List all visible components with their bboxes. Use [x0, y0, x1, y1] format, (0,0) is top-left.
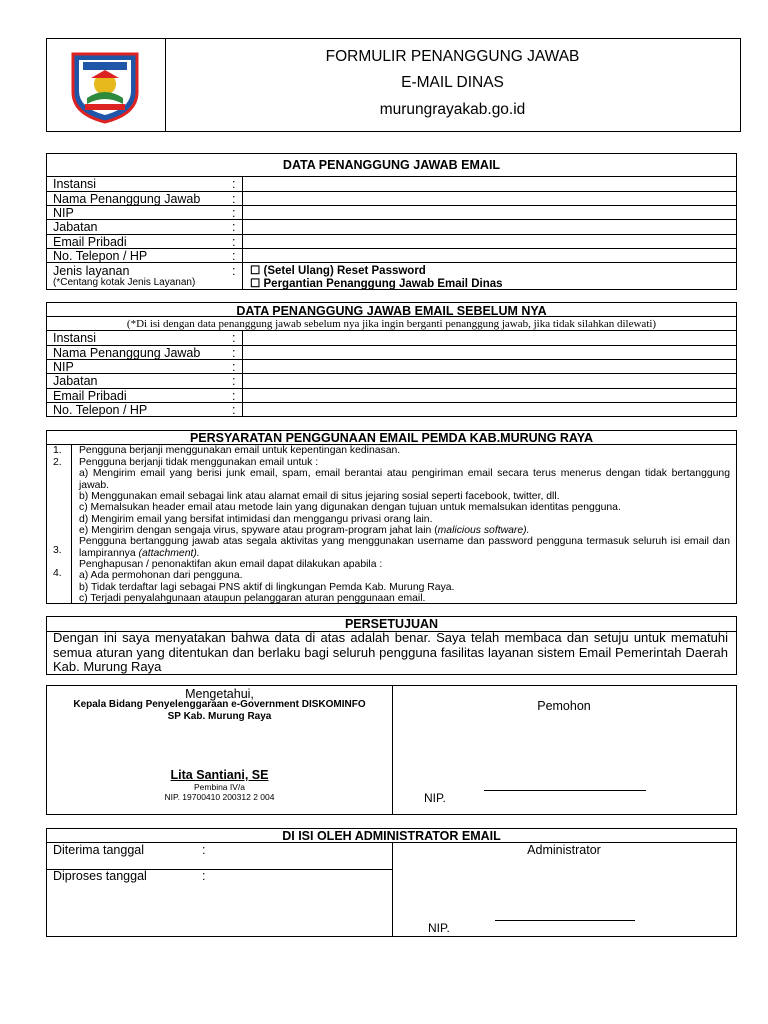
label-nama: Nama Penanggung Jawab	[53, 192, 201, 206]
official-title: Kepala Bidang Penyelenggaraan e-Government DISKOMINFO SP Kab. Murung Raya	[73, 699, 366, 722]
section-title: PERSETUJUAN	[344, 617, 439, 631]
acknowledged-label: Mengetahui,	[185, 687, 254, 701]
label-email: Email Pribadi	[53, 389, 127, 403]
agreement-text: Dengan ini saya menyatakan bahwa data di atas adalah benar. Saya telah membaca dan setuju untuk mematuhi semua aturan yang ditentukan dan berlaku bagi seluruh pengguna fasilitas layanan sistem Email Pemerintah Daerah Kab. Murung Raya	[53, 630, 728, 674]
section-responsible-data: DATA PENANGGUNG JAWAB EMAIL Instansi Nama Penanggung Jawab NIP Jabatan Email Pribadi No. Telepon / HP Jenis layanan (*Centang kotak Jenis Layanan) : : : : : : : ☐ (Setel Ulang) Reset Password ☐ Pergantian Penanggung Jawab Email Dinas	[46, 153, 737, 290]
label-instansi: Instansi	[53, 177, 97, 191]
section-title: PERSYARATAN PENGGUNAAN EMAIL PEMDA KAB.MURUNG RAYA	[189, 431, 594, 445]
label-email: Email Pribadi	[53, 235, 127, 249]
section-requirements: PERSYARATAN PENGGUNAAN EMAIL PEMDA KAB.MURUNG RAYA 1. 2. 3. 4. Pengguna berjanji menggunakan email untuk kepentingan kedinasan. Pengguna berjanji tidak menggunakan email untuk : a) Mengirim email yang berisi junk email, spam, email berantai atau pengiriman email secara terus menerus dengan tidak bertanggung jawab. b) Menggunakan email sebagai link atau alamat email di situs jejaring sosial seperti facebook, twitter, dll. c) Memalsukan header email atau metode lain yang digunakan dengan tujuan untuk memalsukan identitas pengguna. d) Mengirim email yang bersifat intimidasi dan menggangu privasi orang lain. e) Mengirim dengan sengaja virus, spyware atau program-program jahat lain (malicious software). Pengguna bertanggung jawab atas segala aktivitas yang menggunakan username dan password pengguna termasuk seluruh isi email dan lampirannya (attachment). Penghapusan / penonaktifan akun email dapat dilakukan apabila : a) Ada permohonan dari pengguna. b) Tidak terdaftar lagi sebagai PNS aktif di lingkungan Pemda Kab. Murung Raya. c) Terjadi penyalahgunaan ataupun pelanggaran aturan penggunaan email.	[46, 430, 737, 604]
label-nip: NIP	[53, 360, 74, 374]
req-3: Pengguna bertanggung jawab atas segala aktivitas yang menggunakan username dan password pengguna termasuk seluruh isi email dan lampirannya (attachment).	[79, 536, 730, 559]
section-signatures	[46, 685, 737, 815]
req-2a: a) Mengirim email yang berisi junk email, spam, email berantai atau pengiriman email secara terus menerus dengan tidak bertanggung jawab.	[79, 468, 730, 491]
label-jabatan: Jabatan	[53, 374, 98, 388]
section-title: DATA PENANGGUNG JAWAB EMAIL	[282, 158, 501, 172]
label-nama: Nama Penanggung Jawab	[53, 346, 201, 360]
form-subtitle: E-MAIL DINAS	[401, 74, 504, 91]
label-phone: No. Telepon / HP	[53, 249, 148, 263]
official-name: Lita Santiani, SE	[170, 768, 269, 782]
section-agreement	[46, 616, 737, 675]
section-title: DI ISI OLEH ADMINISTRATOR EMAIL	[282, 829, 501, 843]
req-2e: e) Mengirim dengan sengaja virus, spyware atau program-program jahat lain (malicious software).	[79, 525, 530, 536]
applicant-nip-label: NIP.	[424, 791, 446, 805]
label-service: Jenis layanan	[53, 264, 130, 278]
label-instansi: Instansi	[53, 331, 97, 345]
req-2c: c) Memalsukan header email atau metode lain yang digunakan dengan tujuan untuk memalsukan identitas pengguna.	[79, 502, 621, 513]
processed-date-label: Diproses tanggal	[53, 869, 147, 883]
req-4b: b) Tidak terdaftar lagi sebagai PNS aktif di lingkungan Pemda Kab. Murung Raya.	[79, 582, 455, 593]
admin-nip-label: NIP.	[428, 921, 450, 935]
section-previous-responsible: DATA PENANGGUNG JAWAB EMAIL SEBELUM NYA (*Di isi dengan data penanggung jawab sebelum nya jika ingin berganti penanggung jawab, jika tidak silahkan dilewati) Instansi Nama Penanggung Jawab NIP Jabatan Email Pribadi No. Telepon / HP : : : : : :	[46, 302, 737, 417]
req-4a: a) Ada permohonan dari pengguna.	[79, 570, 243, 581]
section-note: (*Di isi dengan data penanggung jawab sebelum nya jika ingin berganti penanggung jawab, jika tidak silahkan dilewati)	[126, 318, 657, 330]
section-administrator: DI ISI OLEH ADMINISTRATOR EMAIL Diterima tanggal : Diproses tanggal : Administrator NIP.	[46, 828, 737, 937]
applicant-label: Pemohon	[537, 699, 591, 713]
form-domain: murungrayakab.go.id	[379, 101, 526, 118]
regency-logo	[67, 48, 143, 124]
official-nip: NIP. 19700410 200312 2 004	[164, 792, 275, 802]
section-title: DATA PENANGGUNG JAWAB EMAIL SEBELUM NYA	[236, 304, 547, 318]
administrator-label: Administrator	[527, 843, 601, 857]
req-2d: d) Mengirim email yang bersifat intimidasi dan menggangu privasi orang lain.	[79, 514, 433, 525]
req-4: Penghapusan / penonaktifan akun email dapat dilakukan apabila :	[79, 559, 383, 570]
service-note: (*Centang kotak Jenis Layanan)	[53, 277, 196, 288]
req-4c: c) Terjadi penyalahgunaan ataupun pelanggaran aturan penggunaan email.	[79, 593, 426, 604]
option-change-responsible[interactable]: ☐ Pergantian Penanggung Jawab Email Dinas	[250, 278, 503, 290]
req-2b: b) Menggunakan email sebagai link atau alamat email di situs jejaring sosial seperti facebook, twitter, dll.	[79, 491, 560, 502]
admin-signature-line[interactable]	[495, 920, 635, 921]
official-rank: Pembina IV/a	[193, 782, 246, 792]
received-date-label: Diterima tanggal	[53, 843, 145, 857]
label-jabatan: Jabatan	[53, 220, 98, 234]
header-box	[46, 38, 741, 132]
req-1: Pengguna berjanji menggunakan email untuk kepentingan kedinasan.	[79, 445, 401, 456]
shield-emblem-icon	[67, 48, 143, 124]
req-2: Pengguna berjanji tidak menggunakan email untuk :	[79, 457, 319, 468]
label-phone: No. Telepon / HP	[53, 403, 148, 417]
label-nip: NIP	[53, 206, 74, 220]
option-reset-password[interactable]: ☐ (Setel Ulang) Reset Password	[250, 265, 426, 277]
form-title: FORMULIR PENANGGUNG JAWAB	[325, 48, 580, 65]
applicant-signature-line[interactable]	[484, 790, 646, 791]
